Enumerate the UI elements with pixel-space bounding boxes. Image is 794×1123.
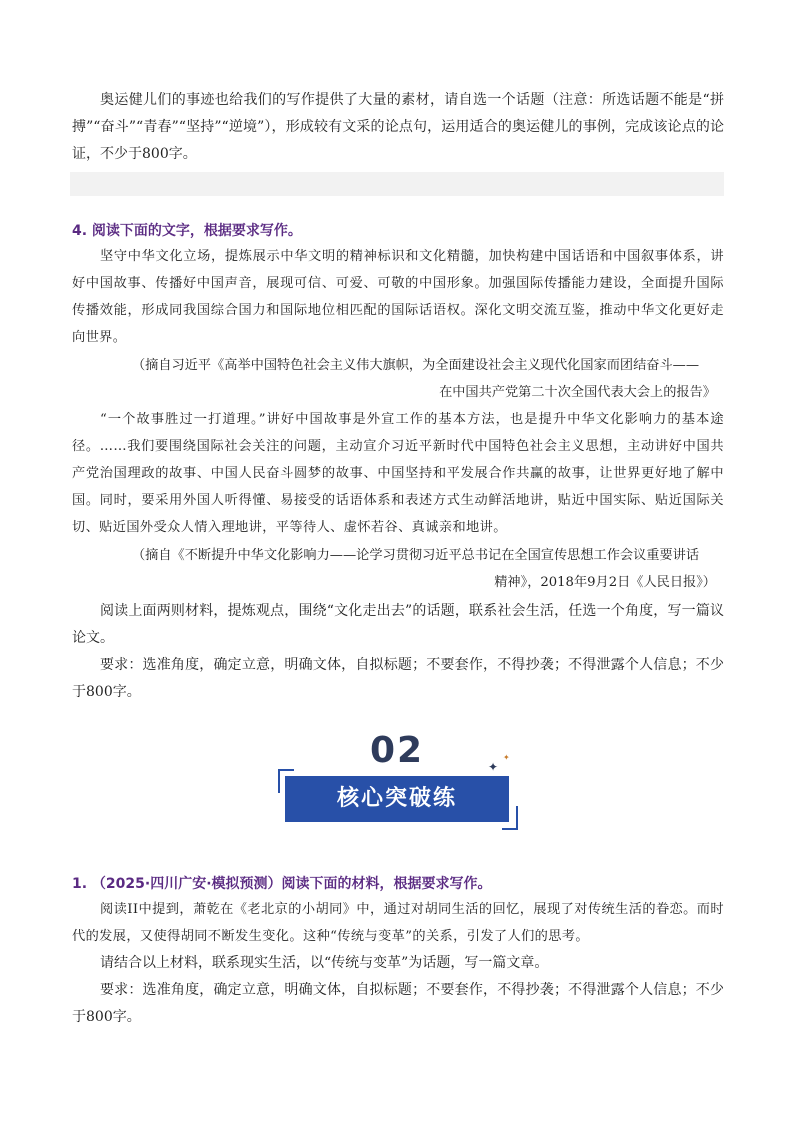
question-4-task: 阅读上面两则材料，提炼观点，围绕“文化走出去”的话题，联系社会生活，任选一个角度，写一篇议论文。 — [72, 603, 724, 646]
question-1-task: 请结合以上材料，联系现实生活，以“传统与变革”为话题，写一篇文章。 — [100, 955, 549, 971]
question-4-source-1-line-1: （摘自习近平《高举中国特色社会主义伟大旗帜，为全面建设社会主义现代化国家而团结奋斗—— — [132, 358, 700, 373]
question-1-requirement: 要求：选准角度，确定立意，明确文体，自拟标题；不要套作，不得抄袭；不得泄露个人信息；不少于800字。 — [72, 982, 724, 1025]
question-4-source-1-line-2: 在中国共产党第二十次全国代表大会上的报告》 — [439, 385, 716, 400]
question-4-material-2: “一个故事胜过一打道理。”讲好中国故事是外宣工作的基本方法，也是提升中华文化影响力的基本途径。……我们要围绕国际社会关注的问题，主动宣介习近平新时代中国特色社会主义思想，主动讲好中国共产党治国理政的故事、中国人民奋斗圆梦的故事、中国坚持和平发展合作共赢的故事，让世界更好地了解中国。同时，要采用外国人听得懂、易接受的话语体系和表述方式生动鲜活地讲，贴近中国实际、贴近国际关切、贴近国外受众人情入理地讲，平等待人、虚怀若谷、真诚亲和地讲。 — [72, 412, 724, 535]
question-4-source-2-line-1: （摘自《不断提升中华文化影响力——论学习贯彻习近平总书记在全国宣传思想工作会议重要讲话 — [132, 548, 700, 563]
question-4-title: 4. 阅读下面的文字，根据要求写作。 — [72, 223, 302, 239]
intro-paragraph: 奥运健儿们的事迹也给我们的写作提供了大量的素材，请自选一个话题（注意：所选话题不能是“拼搏”“奋斗”“青春”“坚持”“逆境”），形成较有文采的论点句，运用适合的奥运健儿的事例，完成该论点的论证，不少于800字。 — [72, 92, 724, 162]
sparkle-icon: ✦ — [488, 760, 499, 774]
section-number: 02 — [369, 730, 425, 771]
question-4-material-1: 坚守中华文化立场，提炼展示中华文明的精神标识和文化精髓，加快构建中国话语和中国叙事体系，讲好中国故事、传播好中国声音，展现可信、可爱、可敬的中国形象。加强国际传播能力建设，全面提升国际传播效能，形成同我国综合国力和国际地位相匹配的国际话语权。深化文明交流互鉴，推动中华文化更好走向世界。 — [72, 249, 724, 345]
question-1-material: 阅读II中提到，萧乾在《老北京的小胡同》中，通过对胡同生活的回忆，展现了对传统生活的眷恋。而时代的发展，又使得胡同不断发生变化。这种“传统与变革”的关系，引发了人们的思考。 — [72, 902, 724, 944]
small-sparkle-icon: ✦ — [503, 753, 510, 762]
question-4-source-2-line-2: 精神》，2018年9月2日《人民日报》） — [494, 575, 716, 590]
section-title-banner: 核心突破练 — [285, 776, 509, 822]
answer-area — [70, 172, 724, 196]
question-4-requirement: 要求：选准角度，确定立意，明确文体，自拟标题；不要套作，不得抄袭；不得泄露个人信息；不少于800字。 — [72, 657, 724, 700]
question-1-title: 1. （2025·四川广安·模拟预测）阅读下面的材料，根据要求写作。 — [72, 876, 492, 892]
banner-bracket-right — [502, 806, 518, 830]
